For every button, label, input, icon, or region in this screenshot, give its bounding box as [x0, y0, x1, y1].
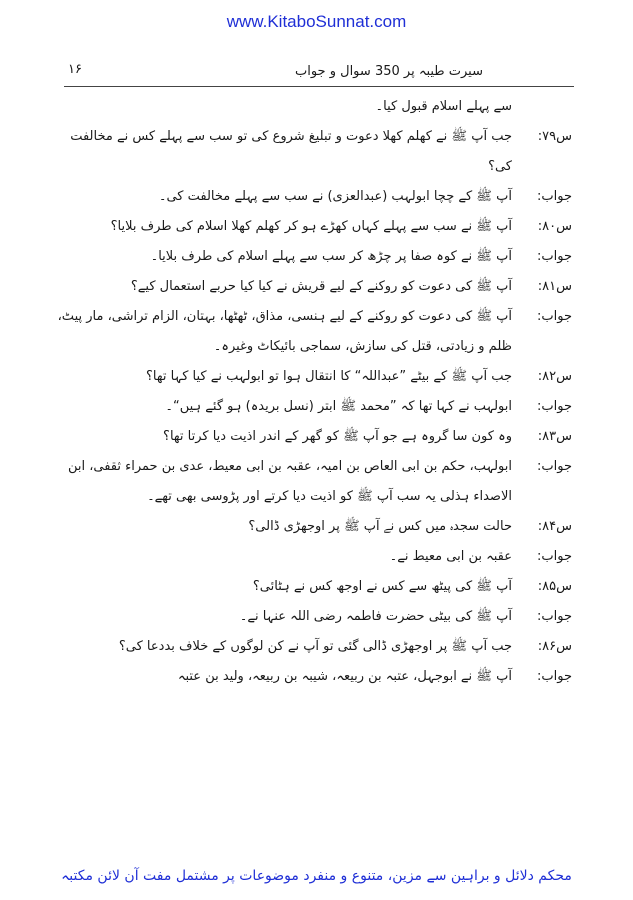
answer-label: جواب: [537, 549, 572, 564]
question-text: جب آپ ﷺ نے کھلم کھلا دعوت و تبلیغ شروع کی تو سب سے پہلے کس نے مخالفت کی؟ [70, 129, 512, 174]
answer-text: آپ ﷺ کی دعوت کو روکنے کے لیے ہنسی، مذاق، ٹھٹھا، بہتان، الزام تراشی، مار پیٹ، ظلم و زیادتی، قتل کی سازش، سماجی بائیکاٹ وغیرہ۔ [57, 309, 512, 354]
footer-tagline: محکم دلائل و براہین سے مزین، متنوع و منفرد موضوعات پر مشتمل مفت آن لائن مکتبہ [61, 868, 572, 884]
question-number: س۸۳: [537, 429, 572, 444]
answer-label: جواب: [537, 669, 572, 684]
intro-line [50, 92, 572, 122]
answer-text: سے پہلے اسلام قبول کیا۔ [375, 99, 512, 114]
question-number: س۸۴: [537, 519, 572, 534]
question-number: س۸۰: [537, 219, 572, 234]
answer-label: جواب: [537, 189, 572, 204]
question-number: س۸۲: [537, 369, 572, 384]
answer-row [50, 602, 572, 632]
answer-label: جواب: [537, 309, 572, 324]
question-number: س۸۵: [537, 579, 572, 594]
answer-label: جواب: [537, 609, 572, 624]
answer-row [50, 182, 572, 212]
answer-label: جواب: [537, 459, 572, 474]
question-row [50, 572, 572, 602]
question-text: آپ ﷺ نے سب سے پہلے کہاں کھڑے ہو کر کھلم کھلا اسلام کی طرف بلایا؟ [110, 219, 512, 234]
question-row [50, 362, 572, 392]
question-text: وہ کون سا گروہ ہے جو آپ ﷺ کو گھر کے اندر اذیت دیا کرتا تھا؟ [163, 429, 512, 444]
header-rule [64, 86, 574, 87]
question-row [50, 122, 572, 182]
answer-row [50, 662, 572, 692]
answer-row [50, 542, 572, 572]
answer-row [50, 452, 572, 512]
answer-row [50, 242, 572, 272]
question-text: حالت سجدہ میں کس نے آپ ﷺ پر اوجھڑی ڈالی؟ [248, 519, 512, 534]
answer-text: آپ ﷺ کے چچا ابولہب (عبدالعزی) نے سب سے پہلے مخالفت کی۔ [158, 189, 512, 204]
question-row [50, 512, 572, 542]
question-number: س۷۹: [537, 129, 572, 144]
qa-content [50, 92, 572, 692]
answer-text: ابولہب نے کہا تھا کہ ”محمد ﷺ ابتر (نسل بریدہ) ہو گئے ہیں“۔ [165, 399, 512, 414]
answer-label: جواب: [537, 399, 572, 414]
question-row [50, 212, 572, 242]
answer-text: آپ ﷺ کی بیٹی حضرت فاطمہ رضی اللہ عنہا نے۔ [239, 609, 512, 624]
site-url[interactable]: www.KitaboSunnat.com [226, 12, 407, 31]
question-number: س۸۶: [537, 639, 572, 654]
question-text: جب آپ ﷺ پر اوجھڑی ڈالی گئی تو آپ نے کن لوگوں کے خلاف بددعا کی؟ [118, 639, 512, 654]
answer-text: ابولہب، حکم بن ابی العاص بن امیہ، عقبہ بن ابی معیط، عدی بن حمراء ثقفی، ابن الاصداء ہذلی یہ سب آپ ﷺ کو اذیت دیا کرتے اور پڑوسی بھی تھے۔ [67, 459, 512, 504]
answer-text: عقبہ بن ابی معیط نے۔ [389, 549, 512, 564]
question-row [50, 632, 572, 662]
question-row [50, 272, 572, 302]
answer-label: جواب: [537, 249, 572, 264]
question-text: آپ ﷺ کی پیٹھ سے کس نے اوجھ کس نے ہٹائی؟ [252, 579, 512, 594]
book-title: سیرت طیبہ پر 350 سوال و جواب [294, 64, 483, 79]
question-row [50, 422, 572, 452]
answer-text: آپ ﷺ نے ابوجہل، عتبہ بن ربیعہ، شیبہ بن ربیعہ، ولید بن عتبہ [177, 669, 512, 684]
question-text: جب آپ ﷺ کے بیٹے ”عبداللہ“ کا انتقال ہوا تو ابولہب نے کیا کہا تھا؟ [146, 369, 512, 384]
answer-row [50, 302, 572, 362]
page-number: ۱۶ [68, 62, 82, 77]
answer-text: آپ ﷺ نے کوہ صفا پر چڑھ کر سب سے پہلے اسلام کی طرف بلایا۔ [150, 249, 512, 264]
question-number: س۸۱: [537, 279, 572, 294]
question-text: آپ ﷺ کی دعوت کو روکنے کے لیے قریش نے کیا کیا حربے استعمال کیے؟ [130, 279, 512, 294]
answer-row [50, 392, 572, 422]
